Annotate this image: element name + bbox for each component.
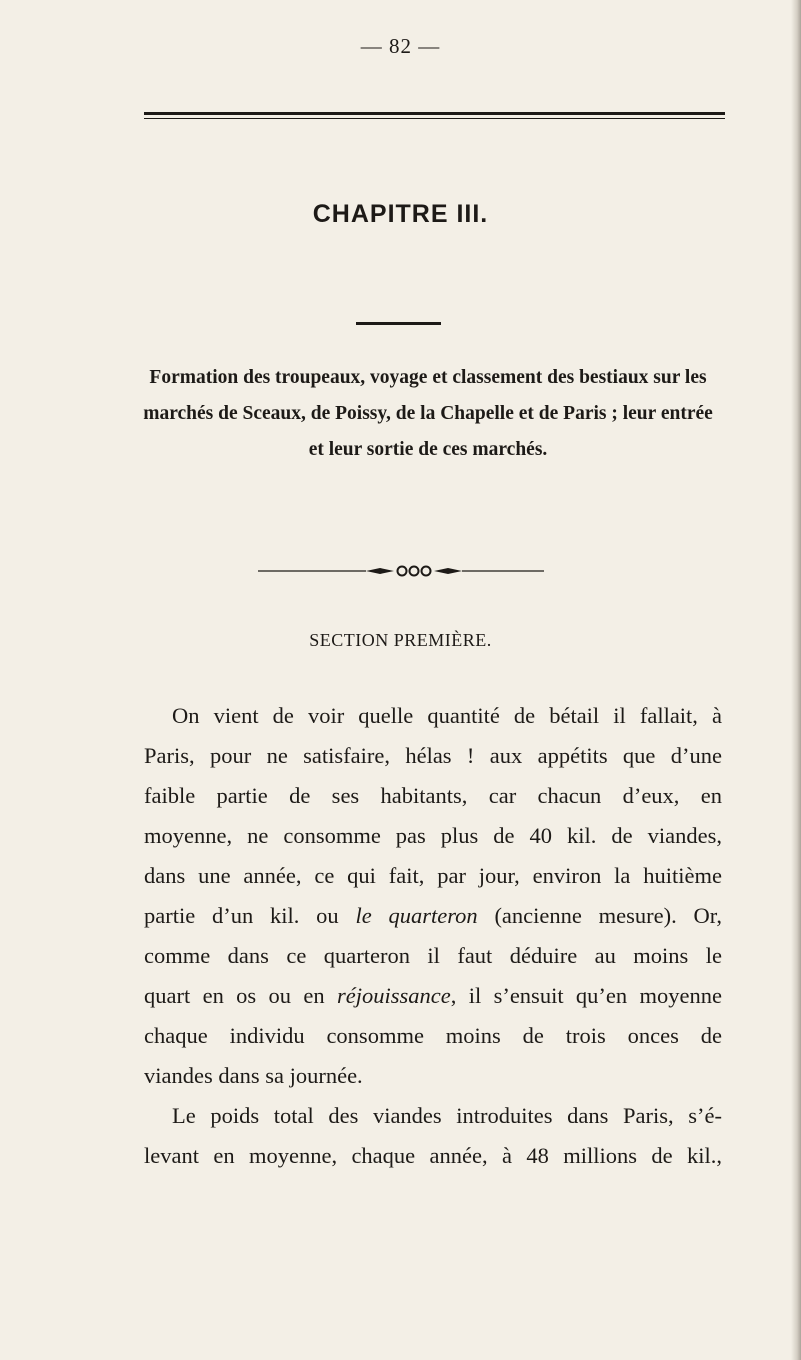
text-segment: partie d’un kil. ou: [144, 903, 356, 928]
italic-term-quarteron: le quarteron: [355, 903, 478, 928]
text-line: On vient de voir quelle quantité de bétail il fallait, à: [172, 703, 722, 728]
text-segment: (ancienne mesure). Or,: [477, 903, 722, 928]
chapter-title: CHAPITRE III.: [312, 200, 489, 228]
text-line: levant en moyenne, chaque année, à 48 millions de kil.,: [144, 1143, 722, 1168]
text-line: comme dans ce quarteron il faut déduire au moins le: [144, 943, 722, 968]
page-number: — 82 —: [360, 34, 441, 58]
body-text: [144, 696, 722, 1176]
chapter-subtitle: Formation des troupeaux, voyage et classement des bestiaux sur les marchés de Sceaux, de Poissy, de la Chapelle et de Paris ; leur entrée et leur sortie de ces marchés.: [143, 367, 713, 460]
chapter-divider-rule: [356, 322, 441, 325]
text-line: moyenne, ne consomme pas plus de 40 kil. de viandes,: [144, 823, 722, 848]
text-line: viandes dans sa journée.: [144, 1063, 363, 1088]
text-line: [144, 896, 722, 936]
text-line: dans une année, ce qui fait, par jour, environ la huitième: [144, 863, 722, 888]
header-rule-thin: [144, 118, 725, 119]
text-line: faible partie de ses habitants, car chacun d’eux, en: [144, 783, 722, 808]
text-segment: quart en os ou en: [144, 983, 337, 1008]
paragraph-2: [144, 1096, 722, 1176]
text-line: Paris, pour ne satisfaire, hélas ! aux appétits que d’une: [144, 743, 722, 768]
ornamental-divider: [258, 562, 544, 580]
text-segment: , il s’ensuit qu’en moyenne: [450, 983, 722, 1008]
header-double-rule: [144, 112, 725, 122]
header-rule-thick: [144, 112, 725, 115]
text-line: [144, 976, 722, 1016]
paragraph-1: [144, 696, 722, 1096]
section-title: SECTION PREMIÈRE.: [309, 630, 492, 650]
text-line: chaque individu consomme moins de trois onces de: [144, 1023, 722, 1048]
italic-term-rejouissance: réjouissance: [337, 983, 451, 1008]
text-line: Le poids total des viandes introduites dans Paris, s’é-: [172, 1103, 722, 1128]
